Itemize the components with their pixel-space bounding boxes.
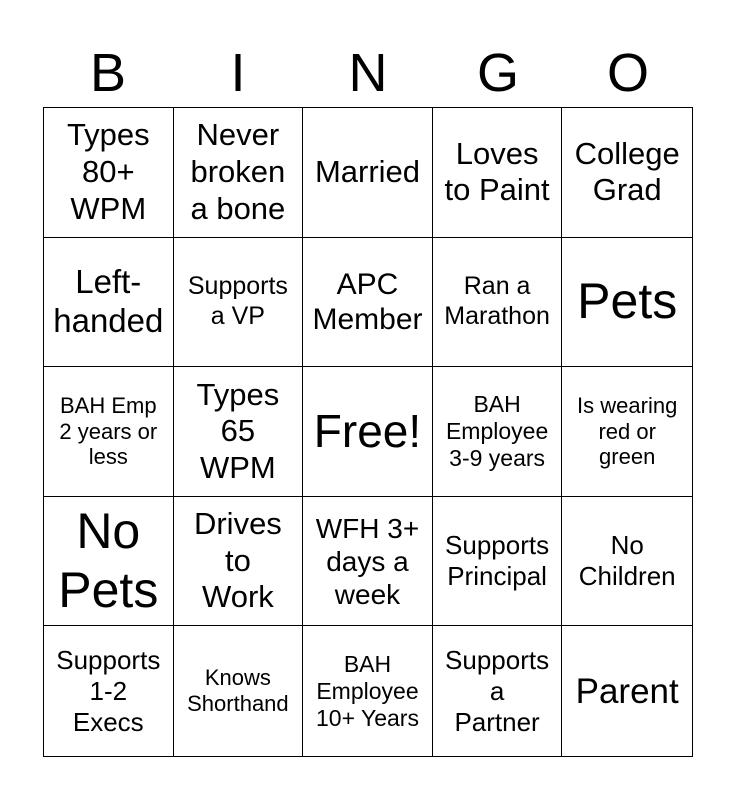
cell-text: No Pets [58, 503, 159, 619]
bingo-cell[interactable] [433, 367, 563, 497]
bingo-cell[interactable] [562, 367, 692, 497]
bingo-cell[interactable] [433, 238, 563, 368]
bingo-grid [43, 107, 693, 757]
bingo-cell[interactable] [174, 108, 304, 238]
bingo-cell[interactable] [174, 238, 304, 368]
cell-text: BAH Employee 10+ Years [316, 650, 419, 731]
bingo-cell[interactable] [433, 626, 563, 756]
cell-text: WFH 3+ days a week [315, 512, 420, 610]
cell-text: Supports 1-2 Execs [56, 645, 161, 737]
cell-text: Ran a Marathon [444, 272, 550, 330]
cell-text: Types 80+ WPM [66, 117, 150, 226]
bingo-cell[interactable] [433, 108, 563, 238]
cell-text: Supports a Partner [445, 645, 550, 737]
bingo-cell[interactable] [44, 108, 174, 238]
bingo-cell[interactable] [303, 108, 433, 238]
header-letter-b: B [89, 43, 127, 103]
bingo-cell[interactable] [303, 497, 433, 627]
header-letter-g: G [476, 43, 519, 103]
cell-text: College Grad [574, 135, 680, 208]
cell-text: Free! [313, 405, 422, 458]
bingo-cell[interactable] [44, 497, 174, 627]
cell-text: Drives to Work [193, 506, 282, 615]
cell-text: Parent [575, 671, 679, 711]
cell-text: Left- handed [53, 262, 164, 339]
cell-text: BAH Emp 2 years or less [59, 392, 158, 470]
cell-text: BAH Employee 3-9 years [445, 390, 549, 472]
bingo-cell[interactable] [44, 367, 174, 497]
cell-text: Is wearing red or green [577, 392, 678, 470]
cell-text: Supports Principal [445, 530, 550, 592]
bingo-cell[interactable] [562, 497, 692, 627]
cell-text: Knows Shorthand [187, 665, 289, 717]
cell-text: Pets [577, 273, 678, 330]
bingo-cell[interactable] [174, 626, 304, 756]
cell-text: Types 65 WPM [196, 376, 280, 485]
cell-text: Married [314, 154, 421, 189]
bingo-cell[interactable] [303, 626, 433, 756]
cell-text: No Children [578, 530, 676, 592]
bingo-cell[interactable] [562, 238, 692, 368]
cell-text: Supports a VP [187, 272, 288, 330]
cell-text: Loves to Paint [444, 135, 550, 208]
cell-text: APC Member [312, 267, 423, 336]
bingo-cell[interactable] [44, 238, 174, 368]
bingo-cell[interactable] [433, 497, 563, 627]
free-space-cell[interactable] [303, 367, 433, 497]
bingo-cell[interactable] [174, 367, 304, 497]
header-letter-n: N [348, 43, 388, 103]
bingo-cell[interactable] [303, 238, 433, 368]
header-letter-o: O [606, 43, 649, 103]
bingo-cell[interactable] [562, 626, 692, 756]
bingo-cell[interactable] [44, 626, 174, 756]
bingo-cell[interactable] [562, 108, 692, 238]
bingo-header [43, 40, 693, 106]
cell-text: Never broken a bone [190, 117, 286, 226]
header-letter-i: I [230, 43, 246, 103]
bingo-cell[interactable] [174, 497, 304, 627]
